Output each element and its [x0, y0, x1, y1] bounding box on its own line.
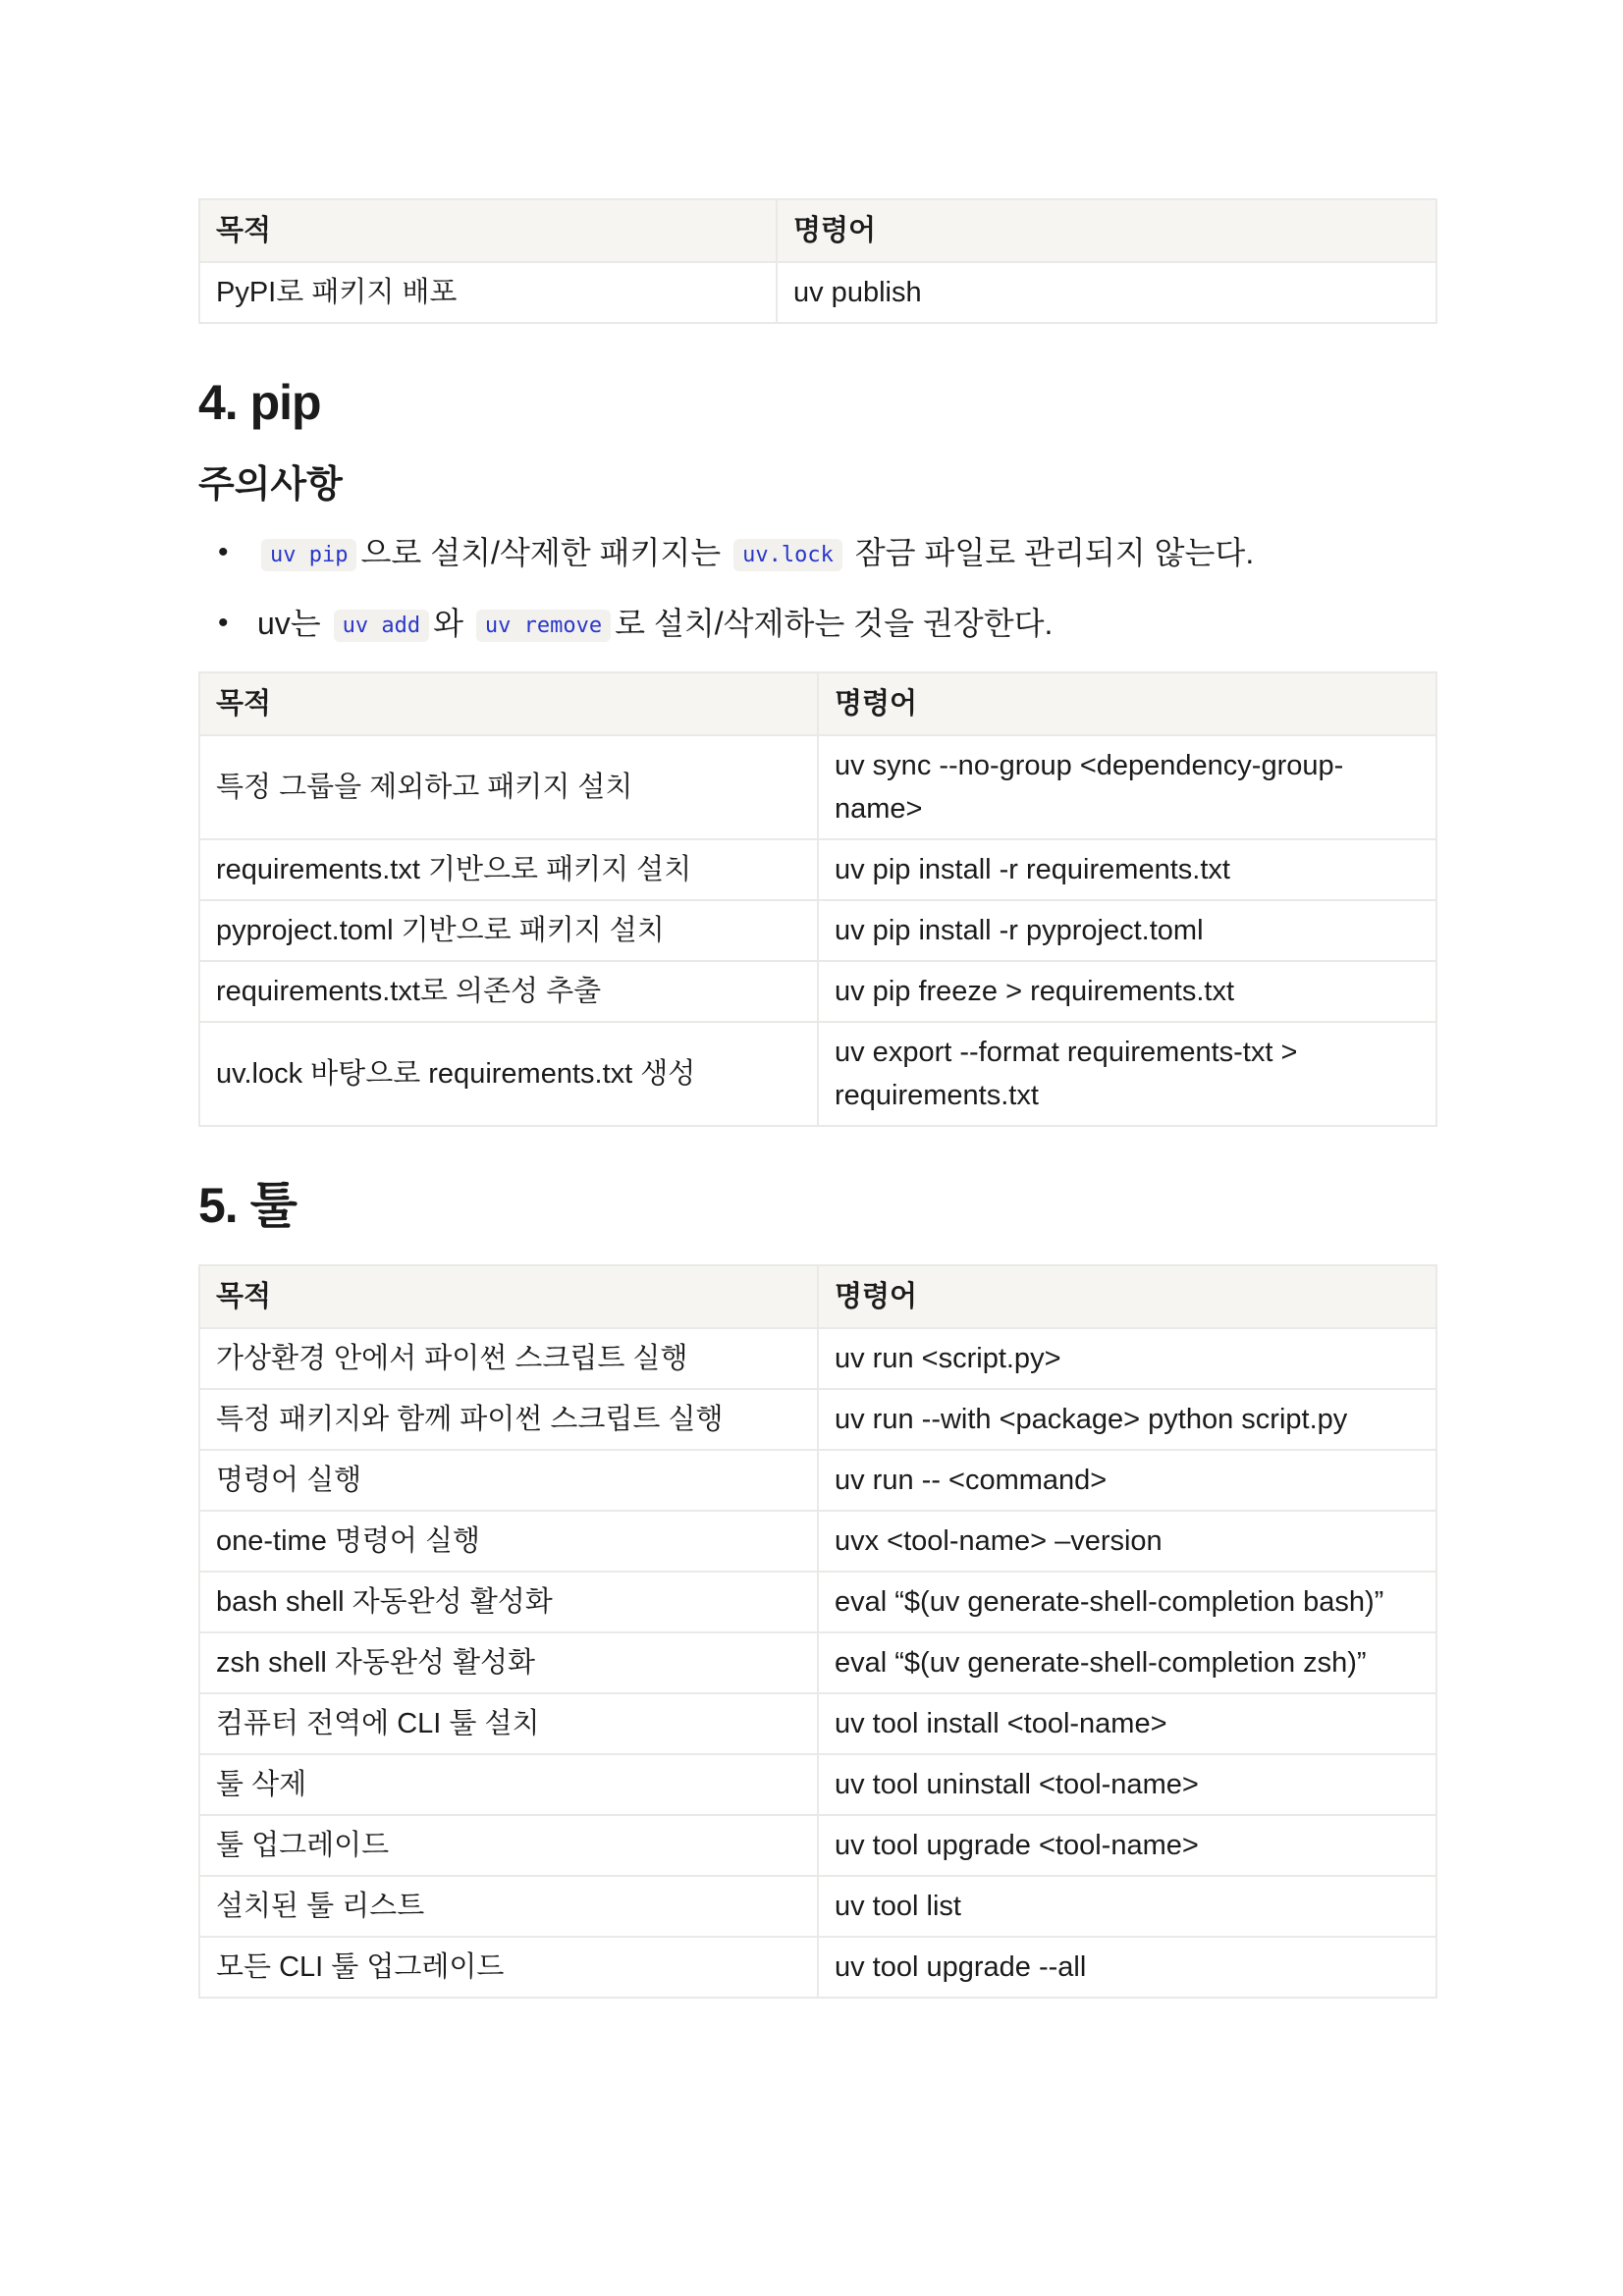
- table-row: [199, 961, 1436, 1022]
- table-header-row: [199, 1265, 1436, 1328]
- table-cell: uv sync --no-group <dependency-group-name>: [818, 735, 1436, 839]
- table-cell: uv run <script.py>: [818, 1328, 1436, 1389]
- table-row: [199, 1815, 1436, 1876]
- note-text: 잠금 파일로 관리되지 않는다.: [854, 535, 1255, 570]
- note-text: 로 설치/삭제하는 것을 권장한다.: [615, 606, 1054, 641]
- table-row: [199, 839, 1436, 900]
- table-row: [199, 1328, 1436, 1389]
- table-cell: eval “$(uv generate-shell-completion bash)”: [818, 1572, 1436, 1632]
- table-header-cell: 명령어: [818, 672, 1436, 735]
- table-cell: PyPI로 패키지 배포: [199, 262, 777, 323]
- table-cell: 모든 CLI 툴 업그레이드: [199, 1937, 818, 1998]
- table-cell: uv.lock 바탕으로 requirements.txt 생성: [199, 1022, 818, 1126]
- table-header-cell: 목적: [199, 672, 818, 735]
- table-row: [199, 1572, 1436, 1632]
- pip-table: [198, 671, 1437, 1127]
- table-cell: 명령어 실행: [199, 1450, 818, 1511]
- section-heading-tool: 5. 툴: [198, 1178, 297, 1233]
- deploy-table: [198, 198, 1437, 324]
- table-cell: uv tool upgrade --all: [818, 1937, 1436, 1998]
- section-heading-pip: 4. pip: [198, 375, 321, 430]
- table-cell: uv publish: [777, 262, 1436, 323]
- document-page: [198, 198, 1435, 1999]
- inline-code: uv.lock: [733, 539, 842, 571]
- table-cell: uv tool list: [818, 1876, 1436, 1937]
- notes-list: [198, 530, 1435, 646]
- note-text: 으로 설치/삭제한 패키지는: [360, 535, 722, 570]
- note-text: uv는: [257, 606, 321, 641]
- table-header-row: [199, 672, 1436, 735]
- table-row: [199, 1022, 1436, 1126]
- table-cell: uv run --with <package> python script.py: [818, 1389, 1436, 1450]
- bullet-icon: •: [218, 607, 229, 639]
- inline-code: uv pip: [261, 539, 356, 571]
- table-row: [199, 1450, 1436, 1511]
- table-cell: eval “$(uv generate-shell-completion zsh)”: [818, 1632, 1436, 1693]
- table-row: [199, 1937, 1436, 1998]
- bullet-icon: •: [218, 536, 229, 568]
- table-cell: uv tool uninstall <tool-name>: [818, 1754, 1436, 1815]
- table-cell: 툴 삭제: [199, 1754, 818, 1815]
- table-cell: uv tool upgrade <tool-name>: [818, 1815, 1436, 1876]
- table-cell: 툴 업그레이드: [199, 1815, 818, 1876]
- table-row: [199, 735, 1436, 839]
- table-header-row: [199, 199, 1436, 262]
- table-cell: 설치된 툴 리스트: [199, 1876, 818, 1937]
- table-cell: 특정 패키지와 함께 파이썬 스크립트 실행: [199, 1389, 818, 1450]
- table-cell: uv pip install -r requirements.txt: [818, 839, 1436, 900]
- table-cell: zsh shell 자동완성 활성화: [199, 1632, 818, 1693]
- table-header-cell: 명령어: [777, 199, 1436, 262]
- table-header-cell: 목적: [199, 1265, 818, 1328]
- table-row: [199, 1754, 1436, 1815]
- table-cell: requirements.txt로 의존성 추출: [199, 961, 818, 1022]
- table-cell: uvx <tool-name> –version: [818, 1511, 1436, 1572]
- table-row: [199, 1389, 1436, 1450]
- notes-heading: 주의사항: [198, 464, 343, 506]
- table-header-cell: 목적: [199, 199, 777, 262]
- table-row: [199, 1511, 1436, 1572]
- list-item: [198, 601, 1435, 646]
- table-row: [199, 262, 1436, 323]
- table-cell: uv tool install <tool-name>: [818, 1693, 1436, 1754]
- table-row: [199, 1876, 1436, 1937]
- table-row: [199, 900, 1436, 961]
- table-cell: one-time 명령어 실행: [199, 1511, 818, 1572]
- table-cell: pyproject.toml 기반으로 패키지 설치: [199, 900, 818, 961]
- table-cell: 특정 그룹을 제외하고 패키지 설치: [199, 735, 818, 839]
- tool-table: [198, 1264, 1437, 1999]
- inline-code: uv remove: [476, 610, 611, 642]
- table-row: [199, 1632, 1436, 1693]
- table-cell: uv pip freeze > requirements.txt: [818, 961, 1436, 1022]
- table-cell: 컴퓨터 전역에 CLI 툴 설치: [199, 1693, 818, 1754]
- table-cell: uv export --format requirements-txt > requirements.txt: [818, 1022, 1436, 1126]
- inline-code: uv add: [334, 610, 429, 642]
- table-row: [199, 1693, 1436, 1754]
- note-text: 와: [433, 606, 464, 641]
- table-header-cell: 명령어: [818, 1265, 1436, 1328]
- table-cell: requirements.txt 기반으로 패키지 설치: [199, 839, 818, 900]
- table-cell: bash shell 자동완성 활성화: [199, 1572, 818, 1632]
- table-cell: uv pip install -r pyproject.toml: [818, 900, 1436, 961]
- list-item: [198, 530, 1435, 575]
- table-cell: uv run -- <command>: [818, 1450, 1436, 1511]
- table-cell: 가상환경 안에서 파이썬 스크립트 실행: [199, 1328, 818, 1389]
